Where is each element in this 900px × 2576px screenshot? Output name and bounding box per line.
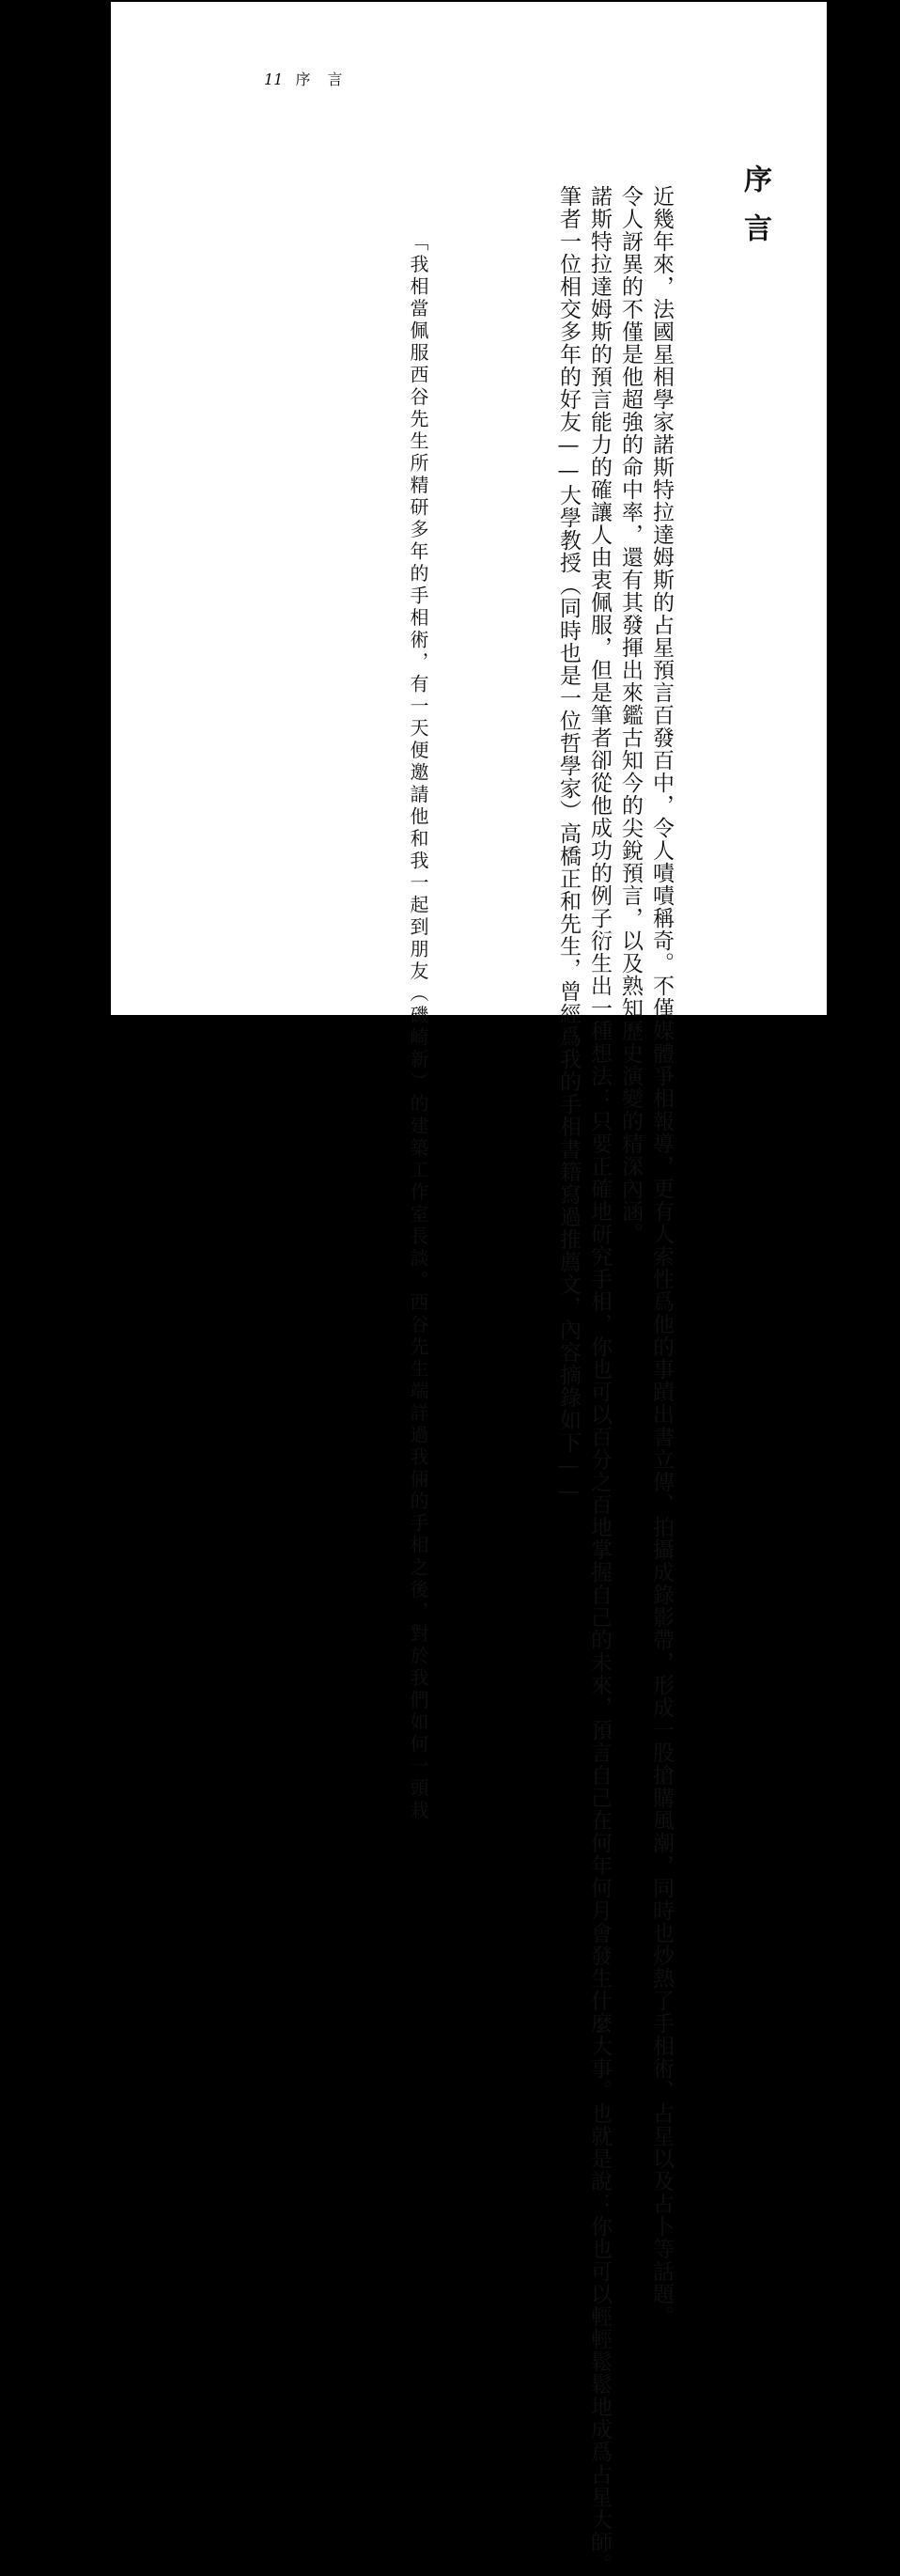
body-text xyxy=(552,164,676,2576)
quotation-text: 「我相當佩服西谷先生所精研多年的手相術，有一天便邀請他和我一起到朋友（磯崎新）的建築工作室長談。西谷先生端詳過我倆的手相之後，對於我們如何一頭栽 xyxy=(407,232,429,1822)
paragraph-2: 令人訝異的不僅是他超強的命中率，還有其發揮出來鑑古知今的尖銳預言，以及熟知歷史演變的精深內涵。 xyxy=(618,185,643,1245)
page-title: 序言 xyxy=(738,164,771,262)
book-page xyxy=(111,2,827,2576)
running-header xyxy=(264,68,359,89)
paragraph-1: 近幾年來，法國星相學家諾斯特拉達姆斯的占星預言百發百中，令人嘖嘖稱奇。不僅媒體爭相報導，更有人索性爲他的事蹟出書立傳、拍攝成錄影帶，形成一股搶購風潮，同時也炒熱了手相術、占星以及占卜等話題。 xyxy=(649,185,674,2328)
quotation-block xyxy=(401,232,434,1822)
running-title: 序言 xyxy=(295,70,360,88)
paragraph-4: 筆者一位相交多年的好友——大學教授（同時也是一位哲學家）高橋正和先生，曾經爲我的手相書籍寫過推薦文，內容摘錄如下—— xyxy=(556,185,581,1505)
page-number: 11 xyxy=(264,70,284,88)
paragraph-3: 諾斯特拉達姆斯的預言能力的確讓人由衷佩服，但是筆者卻從他成功的例子衍生出一種想法：只要正確地研究手相，你也可以百分之百地掌握自己的未來，預言自己在何年何月會發生什麼大事。也就是說：你也可以輕輕鬆鬆地成爲占星大師。 xyxy=(587,185,612,2576)
